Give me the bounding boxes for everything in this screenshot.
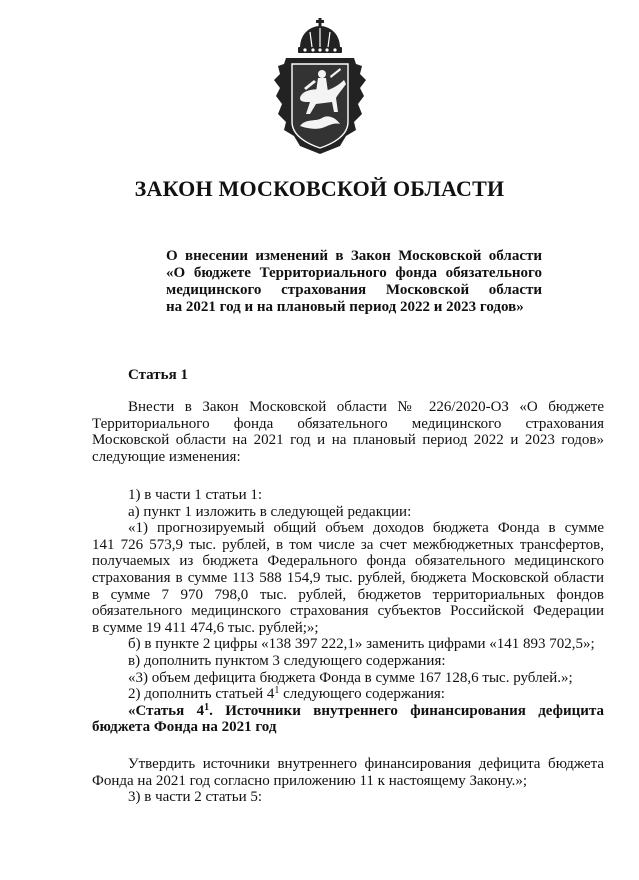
coat-of-arms-icon (270, 18, 370, 156)
text-fragment: . Источники внутреннего финансирования дефицита (209, 702, 604, 719)
text-line: Внести в Закон Московской области № 226/2020-ОЗ «О бюджете (128, 399, 604, 415)
text-line: страхования в сумме 113 588 154,9 тыс. рублей, бюджета Московской области (92, 569, 604, 586)
superscript: 1 (204, 701, 210, 713)
page-title: ЗАКОН МОСКОВСКОЙ ОБЛАСТИ (134, 176, 505, 201)
text-line: «1) прогнозируемый общий объем доходов бюджета Фонда в сумме (128, 520, 604, 537)
text-line: в сумме 7 970 798,0 тыс. рублей, бюджетов территориальных фондов (92, 586, 604, 603)
text-fragment: следующего содержания: (279, 686, 445, 703)
superscript: 1 (274, 685, 280, 697)
crown-icon (298, 18, 342, 53)
subtitle-line: О внесении изменений в Закон Московской области (166, 248, 542, 264)
text-line: 1) в части 1 статьи 1: (128, 487, 263, 503)
paragraph-intro (92, 399, 604, 465)
text-line: 3) в части 2 статьи 5: (128, 789, 263, 806)
text-line: обязательного медицинского страхования субъектов Российской Федерации (92, 603, 604, 620)
text-line: 141 726 573,9 тыс. рублей, в том числе за счет межбюджетных трансфертов, (92, 536, 604, 553)
text-line: в сумме 19 411 474,6 тыс. рублей;»; (92, 619, 319, 636)
paragraph-sources (92, 756, 604, 806)
text-line: в) дополнить пунктом 3 следующего содержания: (128, 652, 446, 669)
text-line: Утвердить источники внутреннего финансирования дефицита бюджета (128, 756, 604, 772)
paragraph-amendments (92, 487, 604, 736)
text-line: «3) объем дефицита бюджета Фонда в сумме 167 128,6 тыс. рублей.»; (128, 669, 573, 686)
text-line: получаемых из бюджета Федерального фонда обязательного медицинского (92, 553, 604, 570)
subtitle-line: «О бюджете Территориального фонда обязательного (166, 265, 542, 281)
new-article-heading (92, 703, 604, 720)
text-line: а) пункт 1 изложить в следующей редакции: (128, 503, 412, 520)
text-line: б) в пункте 2 цифры «138 397 222,1» заменить цифрами «141 893 702,5»; (128, 636, 595, 653)
text-line: Московской области на 2021 год и на плановый период 2022 и 2023 годов» (92, 432, 604, 449)
new-article-heading-line2: бюджета Фонда на 2021 год (92, 719, 277, 736)
law-subtitle (166, 248, 542, 316)
text-line: следующие изменения: (92, 448, 241, 465)
text-fragment: 2) дополнить статьей 4 (128, 686, 275, 703)
subtitle-line: медицинского страхования Московской области (166, 282, 542, 298)
text-line-add-article (92, 686, 604, 703)
text-fragment: «Статья 4 (128, 702, 205, 719)
subtitle-line: на 2021 год и на плановый период 2022 и 2023 годов» (166, 299, 524, 315)
article-heading: Статья 1 (128, 367, 188, 383)
text-line: Территориального фонда обязательного медицинского страхования (92, 415, 604, 432)
text-line: Фонда на 2021 год согласно приложению 11 к настоящему Закону.»; (92, 772, 528, 789)
